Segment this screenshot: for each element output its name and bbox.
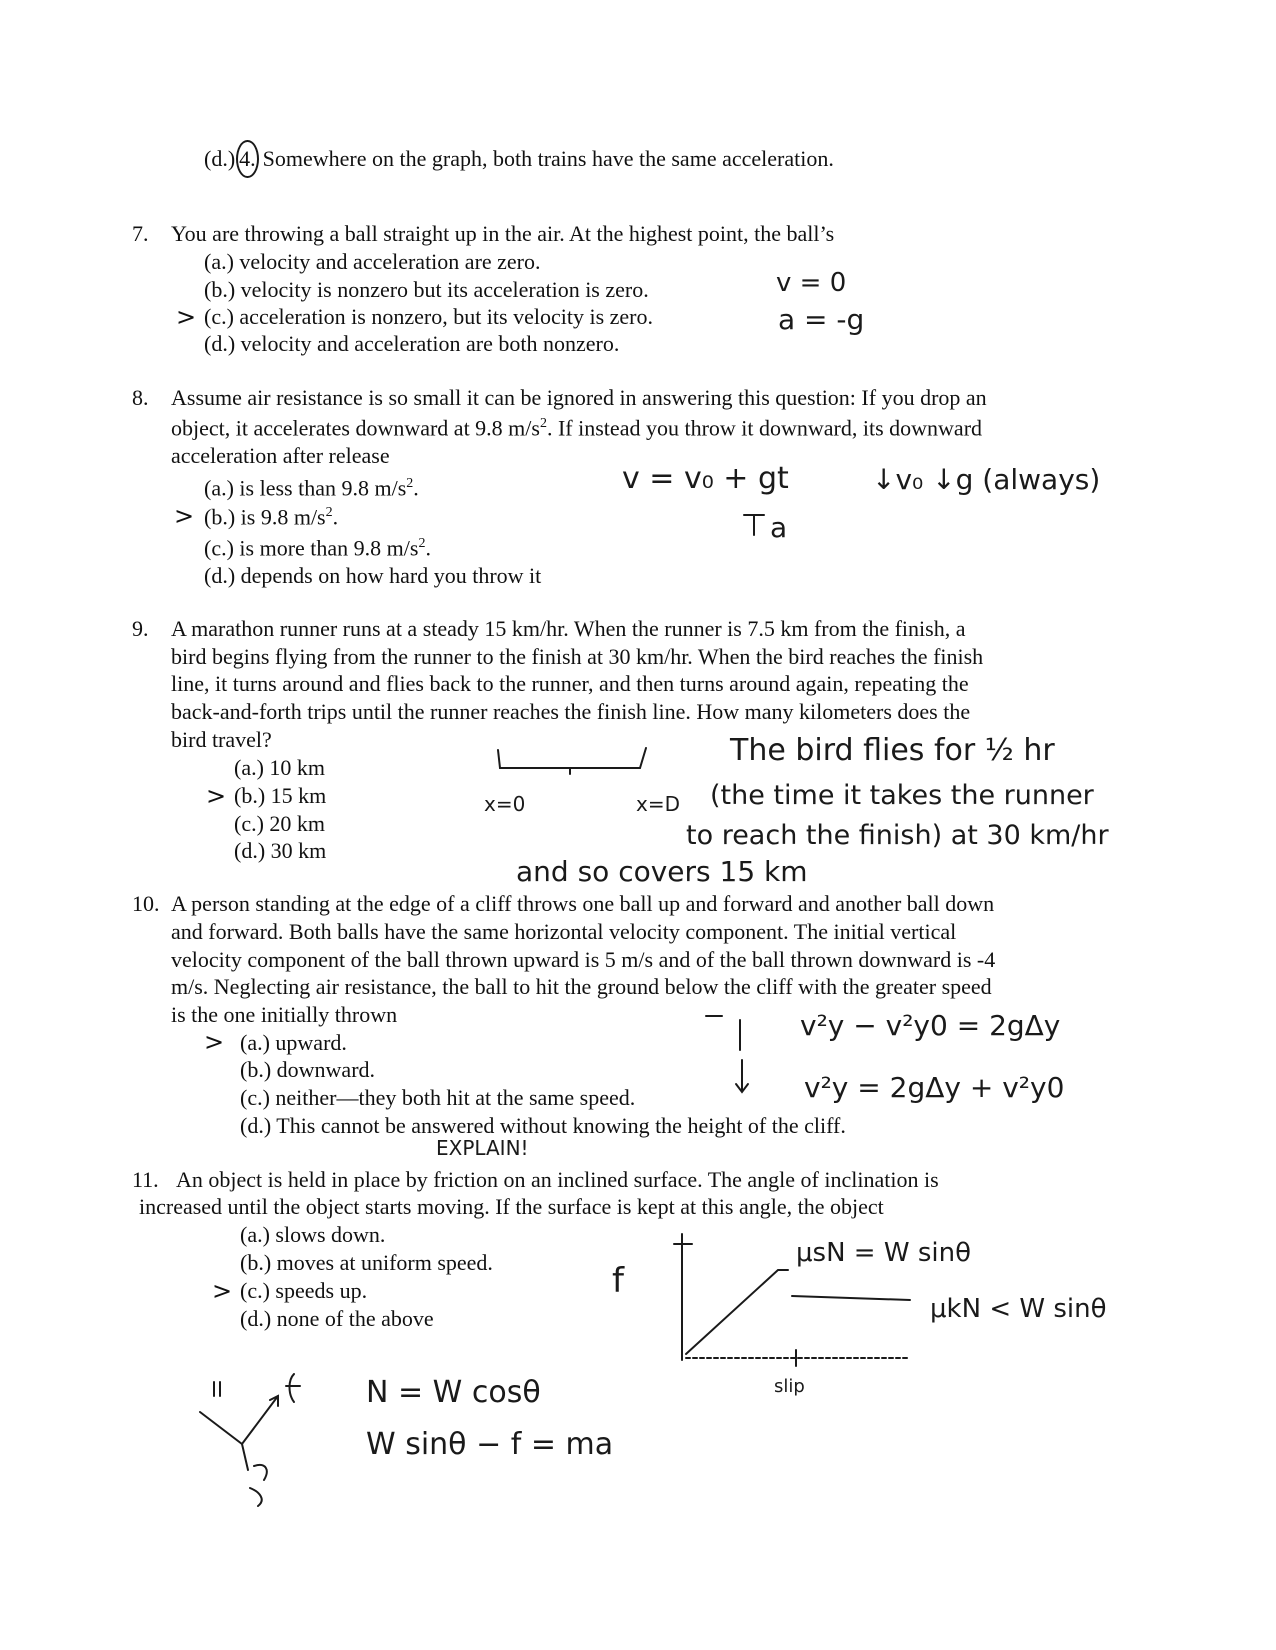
q8-option-b-text: (b.) is 9.8 m/s: [204, 504, 326, 530]
q8-stem-line2: [171, 417, 982, 439]
q11-stem-line1: An object is held in place by friction on an inclined surface. The angle of inclination is: [176, 1167, 939, 1192]
q8-pointer-sketch: [740, 505, 780, 545]
q11-stem-line2: increased until the object starts moving. If the surface is kept at this angle, the object: [139, 1194, 884, 1219]
q8-option-c-sup: 2: [418, 536, 426, 551]
q7-number: 7.: [132, 221, 149, 246]
q10-option-c: (c.) neither—they both hit at the same speed.: [240, 1085, 636, 1110]
q8-option-c: [204, 537, 431, 559]
q9-stem-line1: A marathon runner runs at a steady 15 km/hr. When the runner is 7.5 km from the finish, a: [171, 616, 966, 641]
q10-stem-line1: A person standing at the edge of a cliff throws one ball up and forward and another ball down: [171, 891, 995, 916]
q7-stem: You are throwing a ball straight up in the air. At the highest point, the ball’s: [171, 221, 835, 246]
q9-option-b: (b.) 15 km: [234, 783, 327, 808]
q6-option-d-prefix: (d.): [204, 146, 236, 171]
q8-option-a-sup: 2: [406, 476, 414, 491]
q10-handwritten-eq2: v²y = 2gΔy + v²y0: [804, 1071, 1065, 1104]
q8-stem-superscript: 2: [539, 416, 547, 431]
q10-stem-line5: is the one initially thrown: [171, 1002, 398, 1027]
q8-option-a: [204, 477, 419, 499]
q8-handwritten-acceleration: a: [770, 511, 788, 544]
q11-answer-marker: >: [212, 1277, 233, 1305]
q8-option-a-end: .: [413, 475, 419, 501]
q11-handwritten-newton: W sinθ − f = ma: [366, 1427, 614, 1462]
q11-number: 11.: [132, 1167, 159, 1192]
q9-stem-line4: back-and-forth trips until the runner reaches the finish line. How many kilometers does the: [171, 699, 971, 724]
q9-handwritten-line4: and so covers 15 km: [516, 855, 808, 888]
q10-cliff-sketch: [700, 1010, 770, 1100]
q11-handwritten-f-axis: f: [612, 1261, 624, 1301]
q9-handwritten-line1: The bird flies for ½ hr: [730, 733, 1055, 768]
q8-answer-marker: >: [174, 502, 195, 530]
q7-handwritten-acceleration: a = -g: [778, 303, 865, 336]
q8-number: 8.: [132, 385, 149, 410]
q6-circled-number: 4.: [236, 140, 259, 178]
q7-answer-marker: >: [176, 303, 197, 331]
q8-stem-line2-b: . If instead you throw it downward, its downward: [546, 415, 983, 441]
q8-handwritten-equation: v = v₀ + gt: [622, 461, 789, 496]
q11-option-d: (d.) none of the above: [240, 1306, 434, 1331]
q7-option-d: (d.) velocity and acceleration are both nonzero.: [204, 331, 620, 356]
q6-option-d: [204, 140, 834, 178]
q8-option-d: (d.) depends on how hard you throw it: [204, 563, 542, 588]
q11-handwritten-kinetic: μkN < W sinθ: [930, 1294, 1107, 1324]
q9-number: 9.: [132, 616, 149, 641]
q11-handwritten-slip: slip: [774, 1376, 805, 1397]
q10-stem-line2: and forward. Both balls have the same horizontal velocity component. The initial vertical: [171, 919, 957, 944]
q8-stem-line2-a: object, it accelerates downward at 9.8 m/s: [171, 415, 540, 441]
q7-option-c: (c.) acceleration is nonzero, but its velocity is zero.: [204, 304, 653, 329]
q11-handwritten-static: μsN = W sinθ: [796, 1238, 971, 1268]
q9-track-sketch: [490, 740, 660, 780]
q6-option-d-text: Somewhere on the graph, both trains have the same acceleration.: [262, 146, 834, 171]
q11-free-body-sketch: [190, 1370, 320, 1510]
q9-handwritten-line3: to reach the finish) at 30 km/hr: [686, 820, 1109, 851]
q10-option-a: (a.) upward.: [240, 1030, 347, 1055]
q9-answer-marker: >: [206, 782, 227, 810]
q8-stem-line1: Assume air resistance is so small it can be ignored in answering this question: If you drop an: [171, 385, 987, 410]
q11-option-c: (c.) speeds up.: [240, 1278, 368, 1303]
q8-stem-line3: acceleration after release: [171, 443, 390, 468]
q11-option-a: (a.) slows down.: [240, 1222, 386, 1247]
q10-option-d: (d.) This cannot be answered without knowing the height of the cliff.: [240, 1113, 846, 1138]
q10-stem-line3: velocity component of the ball thrown upward is 5 m/s and of the ball thrown downward is -4: [171, 947, 996, 972]
q9-option-c: (c.) 20 km: [234, 811, 326, 836]
q10-handwritten-explain: EXPLAIN!: [436, 1136, 529, 1160]
q10-option-b: (b.) downward.: [240, 1057, 376, 1082]
q7-handwritten-velocity: v = 0: [776, 268, 847, 298]
q9-handwritten-start: x=0: [484, 792, 526, 816]
q8-option-c-end: .: [425, 535, 431, 561]
q10-stem-line4: m/s. Neglecting air resistance, the ball to hit the ground below the cliff with the greater speed: [171, 974, 992, 999]
q9-stem-line5: bird travel?: [171, 727, 272, 752]
q11-handwritten-normal: N = W cosθ: [366, 1375, 541, 1410]
q10-number: 10.: [132, 891, 160, 916]
q9-stem-line3: line, it turns around and flies back to the runner, and then turns around again, repeating the: [171, 671, 969, 696]
q11-option-b: (b.) moves at uniform speed.: [240, 1250, 493, 1275]
q7-option-b: (b.) velocity is nonzero but its acceleration is zero.: [204, 277, 649, 302]
q8-option-b-end: .: [332, 504, 339, 530]
q8-option-b-sup: 2: [325, 505, 333, 520]
q9-handwritten-finish: x=D: [636, 792, 680, 816]
q10-handwritten-eq1: v²y − v²y0 = 2gΔy: [800, 1009, 1061, 1042]
q9-stem-line2: bird begins flying from the runner to the finish at 30 km/hr. When the bird reaches the finish: [171, 644, 984, 669]
q8-option-c-text: (c.) is more than 9.8 m/s: [204, 535, 419, 561]
q9-handwritten-line2: (the time it takes the runner: [710, 780, 1094, 811]
q8-option-b: [204, 506, 338, 528]
q7-option-a: (a.) velocity and acceleration are zero.: [204, 249, 541, 274]
q10-answer-marker: >: [204, 1028, 225, 1056]
q9-option-d: (d.) 30 km: [234, 838, 327, 863]
q8-option-a-text: (a.) is less than 9.8 m/s: [204, 475, 407, 501]
q8-handwritten-direction-note: ↓v₀ ↓g (always): [872, 463, 1101, 496]
q9-option-a: (a.) 10 km: [234, 755, 326, 780]
